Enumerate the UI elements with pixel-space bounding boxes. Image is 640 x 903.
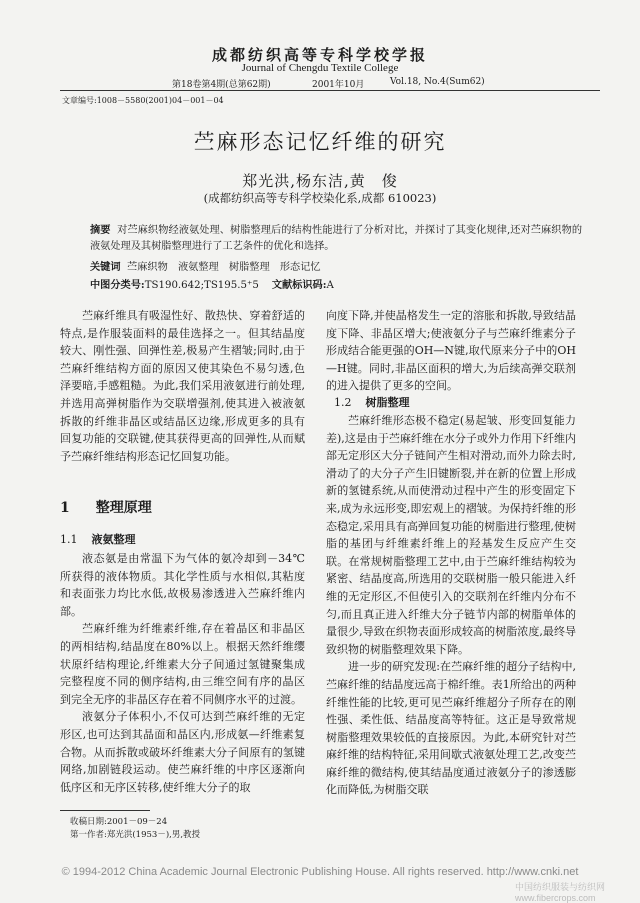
footnote-rule [60, 810, 150, 811]
first-author-note: 第一作者:郑光洪(1953－),男,教授 [70, 830, 201, 840]
keywords [90, 258, 321, 273]
header-rule [60, 90, 600, 91]
article-authors: 郑光洪,杨东洁,黄 俊 [242, 172, 398, 190]
issue-en: Vol.18, No.4(Sum62) [390, 77, 485, 87]
abstract-label: 摘要 [90, 224, 111, 236]
doc-label: 文献标识码: [271, 279, 327, 291]
intro-paragraph [60, 307, 305, 465]
doc-value: A [326, 280, 334, 291]
abstract [90, 222, 582, 255]
journal-name-en: Journal of Chengdu Textile College [241, 62, 399, 74]
paragraph-structure: 苎麻纤维为纤维素纤维,存在着晶区和非晶区的两相结构,结晶度在80%以上。根据天然纤维缨状原纤结构理论,纤维素大分子间通过氢键聚集成完整程度不同的侧序结构,由三维空间有序的晶区到完全无序的非晶区存在着不同侧序水平的过渡。 [60, 622, 305, 706]
article-number: 文章编号:1008－5580(2001)04－001－04 [62, 96, 224, 105]
subsection-1-2-heading [334, 394, 410, 410]
article-title: 苎麻形态记忆纤维的研究 [193, 130, 447, 154]
paragraph-further-study: 进一步的研究发现:在苎麻纤维的超分子结构中,苎麻纤维的结晶度远高于棉纤维。表1所给出的两种纤维性能的比较,更可见苎麻纤维超分子所存在的刚性强、柔性低、结晶度高等特征。这正是导致常规树脂整理效果较低的直接原因。为此,本研究针对苎麻纤维的结构特征,采用间歇式液氨处理工艺,改变苎麻纤维的微结构,使其结晶度通过液氨分子的渗透膨化而降低,为树脂交联 [326, 660, 576, 797]
article-affiliation: (成都纺织高等专科学校染化系,成都 610023) [203, 191, 437, 205]
section-1-heading [60, 497, 178, 517]
right-body [326, 412, 576, 799]
keywords-label: 关键词 [90, 261, 121, 273]
keywords-text: 苎麻织物 液氨整理 树脂整理 形态记忆 [127, 262, 321, 273]
subsection-1-2-number: 1.2 [334, 396, 352, 409]
journal-name-cn: 成都纺织高等专科学校学报 [211, 46, 428, 64]
paragraph-resin: 苎麻纤维形态极不稳定(易起皱、形变回复能力差),这是由于苎麻纤维在水分子或外力作用下纤维内部无定形区大分子链间产生相对滑动,而外力除去时,滑动了的大分子产生旧键断裂,并在新的位置上形成新的氢键系统,从而使滑动过程中产生的形变固定下来,成为永远形变,即宏观上的褶皱。为保持纤维的形态稳定,采用具有高弹回复功能的树脂进行整理,使树脂的基团与纤维素纤维上的羟基发生反应产生交联。在常规树脂整理工艺中,由于苎麻纤维结构较为紧密、结晶度高,所选用的交联树脂一般只能进入纤维的无定形区,不但使引入的交联剂在纤维内分布不匀,而且真正进入纤维大分子链节内部的树脂单体的量很少,导致在织物表面形成较高的树脂浓度,最终导致织物的树脂整理效果下降。 [326, 414, 576, 656]
subsection-1-1-number: 1.1 [60, 533, 78, 546]
subsection-1-2-title: 树脂整理 [365, 396, 410, 409]
issue-cn: 第18卷第4期(总第62期) [172, 80, 271, 90]
abstract-text: 对苎麻织物经液氨处理、树脂整理后的结构性能进行了分析对比，并探讨了其变化规律,还对苎麻织物的液氨处理及其树脂整理进行了工艺条件的优化和选择。 [90, 225, 583, 252]
intro-text: 苎麻纤维具有吸湿性好、散热快、穿着舒适的特点,是作服装面料的最佳选择之一。但其结晶度较大、刚性强、回弹性差,极易产生褶皱;同时,由于苎麻纤维结构方面的原因又使其染色不易匀透,色泽要暗,手感粗糙。为此,我们采用液氨进行前处理,并选用高弹树脂作为交联增强剂,使其进入被液氨拆散的纤维非晶区或结晶区边缘,形成更多的具有回复功能的交联键,使其获得更高的回弹性,从而赋予苎麻纤维结构形态记忆回复功能。 [60, 309, 305, 463]
right-continuation [326, 307, 576, 395]
subsection-1-1-title: 液氨整理 [91, 533, 136, 546]
paragraph-continued: 向度下降,并使晶格发生一定的溶胀和拆散,导致结晶度下降、非晶区增大;使液氨分子与苎麻纤维素分子形成结合能更强的OH—N键,取代原来分子中的OH—H键。同时,非晶区面积的增大,为后续高弹交联剂的进入提供了更多的空间。 [326, 309, 576, 393]
section-1-number: 1 [60, 500, 70, 516]
paragraph-ammonia: 液态氨是由常温下为气体的氨冷却到－34℃所获得的液体物质。其化学性质与水相似,其粘度和表面张力均比水低,故极易渗透进入苎麻纤维内部。 [60, 552, 305, 618]
class-value: TS190.642;TS195.5⁺5 [144, 280, 259, 291]
section-1-title: 整理原理 [95, 500, 152, 516]
left-body [60, 550, 305, 796]
paragraph-ammonia-effect: 液氨分子体积小,不仅可达到苎麻纤维的无定形区,也可达到其晶面和晶区内,形成氨—纤维素复合物。从而拆散或破坏纤维素大分子间原有的氢键网络,加剧链段运动。使苎麻纤维的中序区逐渐向低序区和无序区转移,使纤维大分子的取 [60, 710, 305, 794]
subsection-1-1-heading [60, 531, 136, 547]
class-label: 中图分类号: [90, 279, 145, 291]
watermark: 中国纺织服装与纺织网 www.fibercrops.com [515, 882, 606, 903]
classification [90, 276, 334, 291]
copyright-line: © 1994-2012 China Academic Journal Electronic Publishing House. All rights reserved. http://www.cnki.net [61, 866, 579, 878]
date-cn: 2001年10月 [312, 80, 365, 90]
received-date: 收稿日期:2001－09－24 [70, 817, 168, 827]
